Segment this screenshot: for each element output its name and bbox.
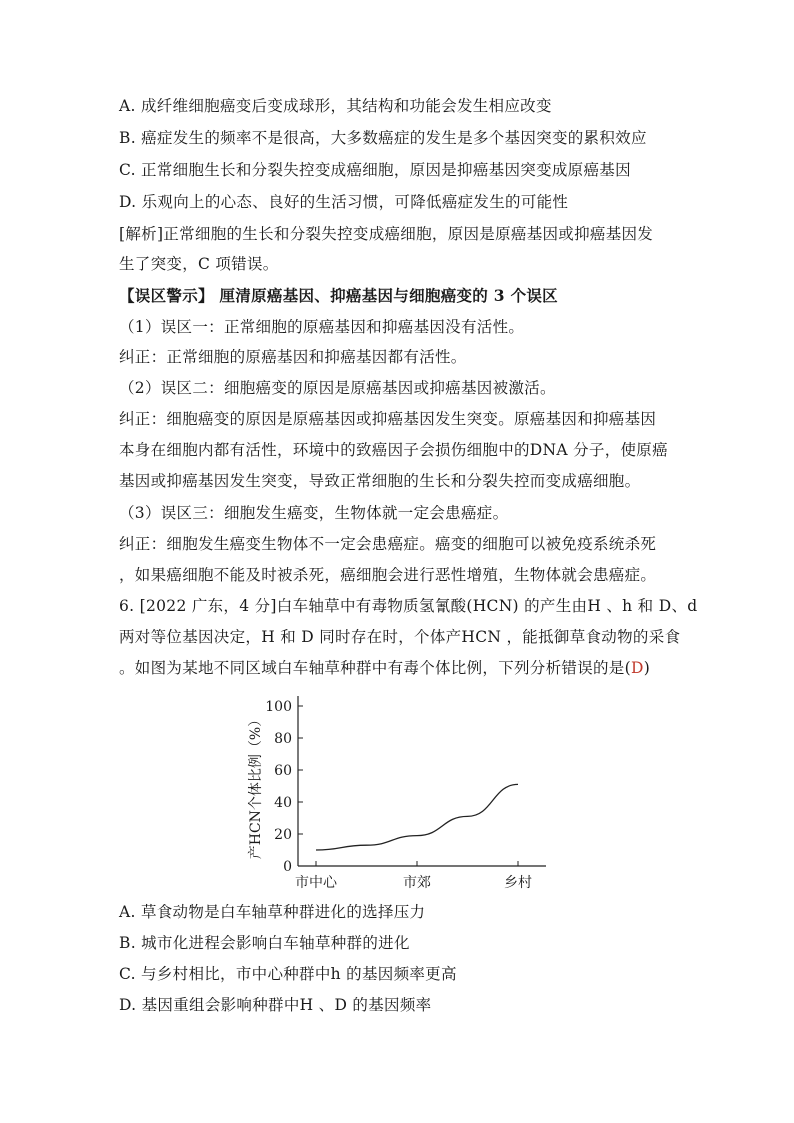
q6-option-c: C. 与乡村相比，市中心种群中h 的基因频率更高: [119, 965, 457, 983]
option-c: C. 正常细胞生长和分裂失控变成癌细胞，原因是抑癌基因突变成原癌基因: [119, 161, 631, 179]
y-tick-label: 20: [274, 827, 292, 843]
option-d: D. 乐观向上的心态、良好的生活习惯，可降低癌症发生的可能性: [119, 193, 569, 211]
chart-y-label: 产HCN个体比例（%）: [248, 712, 264, 860]
q6-option-b: B. 城市化进程会影响白车轴草种群的进化: [119, 934, 410, 952]
correction-1: 纠正：正常细胞的原癌基因和抑癌基因都有活性。: [119, 348, 467, 366]
y-tick-label: 0: [283, 859, 292, 875]
chart-series: [316, 784, 518, 850]
correction-3-line-2: ，如果癌细胞不能及时被杀死，癌细胞会进行恶性增殖，生物体就会患癌症。: [119, 566, 657, 584]
series-line: [316, 784, 518, 850]
misconception-3: （3）误区三：细胞发生癌变，生物体就一定会患癌症。: [119, 504, 509, 522]
analysis-line-2: 生了突变，C 项错误。: [119, 255, 279, 273]
correction-3-line-1: 纠正：细胞发生癌变生物体不一定会患癌症。癌变的细胞可以被免疫系统杀死: [119, 535, 657, 553]
x-tick-label: 乡村: [504, 875, 532, 891]
q6-option-d: D. 基因重组会影响种群中H 、D 的基因频率: [119, 996, 432, 1014]
option-a: A. 成纤维细胞癌变后变成球形，其结构和功能会发生相应改变: [119, 97, 552, 115]
option-b: B. 癌症发生的频率不是很高，大多数癌症的发生是多个基因突变的累积效应: [119, 129, 647, 147]
q6-option-a: A. 草食动物是白车轴草种群进化的选择压力: [119, 903, 426, 921]
question-6-line-3: [119, 658, 650, 678]
question-6-stem: 。如图为某地不同区域白车轴草种群中有毒个体比例，下列分析错误的是(: [119, 659, 631, 677]
hcn-proportion-chart: [238, 686, 568, 896]
correction-2-line-2: 本身在细胞内都有活性，环境中的致癌因子会损伤细胞中的DNA 分子，使原癌: [119, 441, 668, 459]
misconception-2: （2）误区二：细胞癌变的原因是原癌基因或抑癌基因被激活。: [119, 379, 556, 397]
misconception-1: （1）误区一：正常细胞的原癌基因和抑癌基因没有活性。: [119, 318, 525, 336]
x-tick-label: 市郊: [403, 875, 431, 891]
y-tick-label: 60: [274, 763, 292, 779]
chart-y-ticks: [265, 699, 303, 875]
y-tick-label: 100: [265, 699, 292, 715]
warning-title: 【误区警示】 厘清原癌基因、抑癌基因与细胞癌变的 3 个误区: [119, 286, 558, 305]
question-6-close-paren: ): [643, 659, 651, 677]
correction-2-line-3: 基因或抑癌基因发生突变，导致正常细胞的生长和分裂失控而变成癌细胞。: [119, 472, 641, 490]
correction-2-line-1: 纠正：细胞癌变的原因是原癌基因或抑癌基因发生突变。原癌基因和抑癌基因: [119, 410, 657, 428]
y-tick-label: 40: [274, 795, 292, 811]
question-6-line-1: 6. [2022 广东，4 分]白车轴草中有毒物质氢氰酸(HCN) 的产生由H 、h 和 D、d: [119, 597, 698, 615]
chart-axes: [298, 696, 546, 866]
answer-letter: D: [630, 659, 644, 677]
x-tick-label: 市中心: [295, 875, 337, 891]
analysis-line-1: [解析]正常细胞的生长和分裂失控变成癌细胞，原因是原癌基因或抑癌基因发: [119, 225, 654, 243]
y-tick-label: 80: [274, 731, 292, 747]
question-6-line-2: 两对等位基因决定，H 和 D 同时存在时，个体产HCN ，能抵御草食动物的采食: [119, 628, 681, 646]
